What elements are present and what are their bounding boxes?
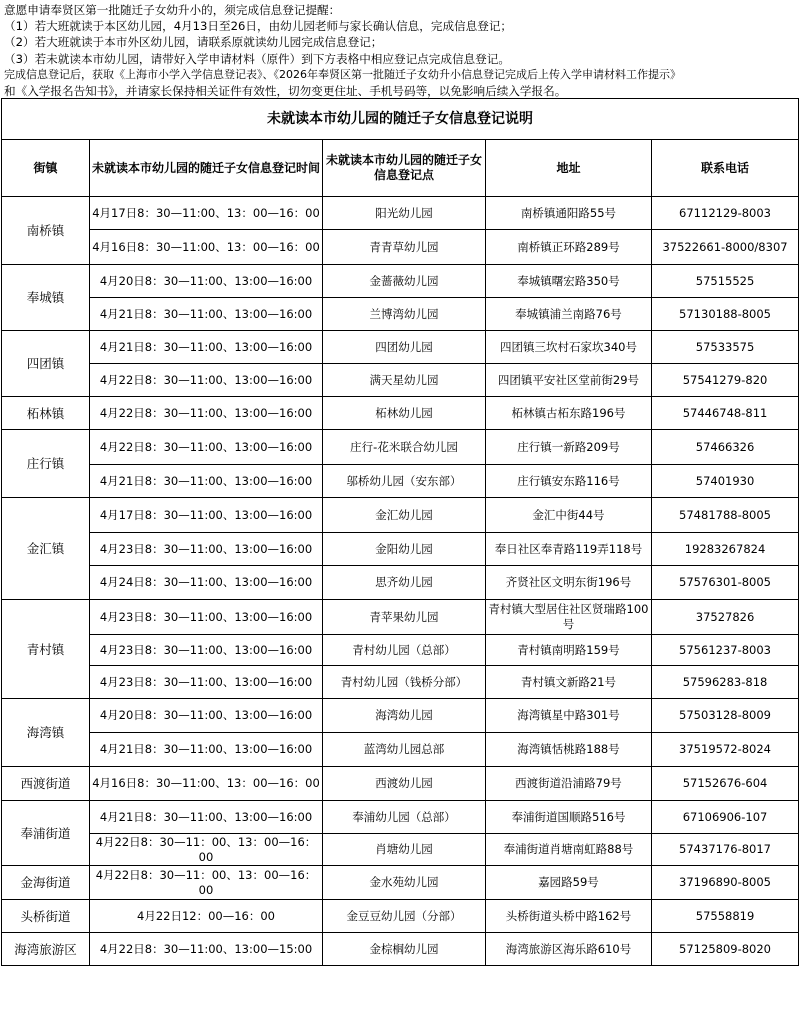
address-cell: 青村镇文新路21号 <box>486 666 652 699</box>
phone-cell: 57596283-818 <box>652 666 799 699</box>
table-row <box>2 801 799 834</box>
time-cell: 4月22日8：30—11:00、13:00—16:00 <box>90 430 323 465</box>
table-row <box>2 600 799 635</box>
address-cell: 柘林镇古柘东路196号 <box>486 397 652 430</box>
registration-table-wrapper <box>0 98 800 966</box>
place-cell: 金棕榈幼儿园 <box>323 933 486 966</box>
place-cell: 庄行-花米联合幼儿园 <box>323 430 486 465</box>
phone-cell: 57561237-8003 <box>652 635 799 666</box>
phone-cell: 37519572-8024 <box>652 733 799 767</box>
phone-cell: 67106906-107 <box>652 801 799 834</box>
phone-cell: 57541279-820 <box>652 364 799 397</box>
header-time: 未就读本市幼儿园的随迁子女信息登记时间 <box>90 140 323 197</box>
phone-cell: 57533575 <box>652 331 799 364</box>
table-row <box>2 866 799 900</box>
table-row <box>2 733 799 767</box>
time-cell: 4月20日8：30—11:00、13:00—16:00 <box>90 699 323 733</box>
town-cell: 庄行镇 <box>2 430 90 498</box>
place-cell: 西渡幼儿园 <box>323 767 486 801</box>
phone-cell: 57152676-604 <box>652 767 799 801</box>
phone-cell: 57481788-8005 <box>652 498 799 533</box>
table-row <box>2 635 799 666</box>
time-cell: 4月22日12：00—16：00 <box>90 900 323 933</box>
town-cell: 金汇镇 <box>2 498 90 600</box>
table-row <box>2 767 799 801</box>
place-cell: 奉浦幼儿园（总部） <box>323 801 486 834</box>
notice-line: 完成信息登记后，获取《上海市小学入学信息登记表》、《2026年奉贤区第一批随迁子女幼升小信息登记完成后上传入学申请材料工作提示》 <box>4 67 681 81</box>
place-cell: 青村幼儿园（钱桥分部） <box>323 666 486 699</box>
time-cell: 4月16日8：30—11:00、13：00—16：00 <box>90 767 323 801</box>
time-cell: 4月22日8：30—11:00、13:00—15:00 <box>90 933 323 966</box>
table-row <box>2 430 799 465</box>
table-row <box>2 900 799 933</box>
town-cell: 海湾镇 <box>2 699 90 767</box>
place-cell: 柘林幼儿园 <box>323 397 486 430</box>
time-cell: 4月24日8：30—11:00、13:00—16:00 <box>90 566 323 600</box>
phone-cell: 37196890-8005 <box>652 866 799 900</box>
notice-line: 和《入学报名告知书》，并请家长保持相关证件有效性，切勿变更住址、手机号码等，以免影响后续入学报名。 <box>4 84 567 99</box>
phone-cell: 57401930 <box>652 465 799 498</box>
time-cell: 4月21日8：30—11:00、13:00—16:00 <box>90 801 323 834</box>
phone-cell: 57515525 <box>652 265 799 298</box>
address-cell: 奉城镇曙宏路350号 <box>486 265 652 298</box>
table-row <box>2 566 799 600</box>
table-row <box>2 498 799 533</box>
time-cell: 4月23日8：30—11:00、13:00—16:00 <box>90 635 323 666</box>
address-cell: 庄行镇一新路209号 <box>486 430 652 465</box>
address-cell: 海湾旅游区海乐路610号 <box>486 933 652 966</box>
address-cell: 南桥镇通阳路55号 <box>486 197 652 230</box>
town-cell: 海湾旅游区 <box>2 933 90 966</box>
address-cell: 南桥镇正环路289号 <box>486 230 652 265</box>
address-cell: 青村镇南明路159号 <box>486 635 652 666</box>
time-cell: 4月20日8：30—11:00、13:00—16:00 <box>90 265 323 298</box>
table-row <box>2 265 799 298</box>
town-cell: 西渡街道 <box>2 767 90 801</box>
time-cell: 4月17日8：30—11:00、13：00—16：00 <box>90 197 323 230</box>
phone-cell: 67112129-8003 <box>652 197 799 230</box>
place-cell: 海湾幼儿园 <box>323 699 486 733</box>
address-cell: 嘉园路59号 <box>486 866 652 900</box>
phone-cell: 57503128-8009 <box>652 699 799 733</box>
place-cell: 青村幼儿园（总部） <box>323 635 486 666</box>
place-cell: 金蔷薇幼儿园 <box>323 265 486 298</box>
header-address: 地址 <box>486 140 652 197</box>
time-cell: 4月21日8：30—11:00、13:00—16:00 <box>90 298 323 331</box>
phone-cell: 37527826 <box>652 600 799 635</box>
header-phone: 联系电话 <box>652 140 799 197</box>
time-cell: 4月23日8：30—11:00、13:00—16:00 <box>90 666 323 699</box>
address-cell: 青村镇大型居住社区贤瑞路100号 <box>486 600 652 635</box>
town-cell: 头桥街道 <box>2 900 90 933</box>
header-place: 未就读本市幼儿园的随迁子女信息登记点 <box>323 140 486 197</box>
place-cell: 邬桥幼儿园（安东部） <box>323 465 486 498</box>
table-row <box>2 834 799 866</box>
table-row <box>2 533 799 566</box>
place-cell: 思齐幼儿园 <box>323 566 486 600</box>
place-cell: 蓝湾幼儿园总部 <box>323 733 486 767</box>
registration-table <box>1 98 799 966</box>
place-cell: 肖塘幼儿园 <box>323 834 486 866</box>
place-cell: 兰博湾幼儿园 <box>323 298 486 331</box>
time-cell: 4月21日8：30—11:00、13:00—16:00 <box>90 465 323 498</box>
time-cell: 4月21日8：30—11:00、13:00—16:00 <box>90 331 323 364</box>
place-cell: 四团幼儿园 <box>323 331 486 364</box>
time-cell: 4月23日8：30—11:00、13:00—16:00 <box>90 533 323 566</box>
phone-cell: 57446748-811 <box>652 397 799 430</box>
notice-text <box>0 0 800 98</box>
place-cell: 金汇幼儿园 <box>323 498 486 533</box>
town-cell: 青村镇 <box>2 600 90 699</box>
town-cell: 四团镇 <box>2 331 90 397</box>
town-cell: 柘林镇 <box>2 397 90 430</box>
table-title: 未就读本市幼儿园的随迁子女信息登记说明 <box>2 99 799 140</box>
phone-cell: 57466326 <box>652 430 799 465</box>
address-cell: 金汇中街44号 <box>486 498 652 533</box>
notice-line: （1）若大班就读于本区幼儿园，4月13日至26日，由幼儿园老师与家长确认信息，完成信息登记； <box>4 19 513 34</box>
phone-cell: 19283267824 <box>652 533 799 566</box>
address-cell: 奉日社区奉青路119弄118号 <box>486 533 652 566</box>
notice-line: （2）若大班就读于本市外区幼儿园，请联系原就读幼儿园完成信息登记； <box>4 35 383 50</box>
phone-cell: 57576301-8005 <box>652 566 799 600</box>
phone-cell: 37522661-8000/8307 <box>652 230 799 265</box>
address-cell: 四团镇平安社区堂前街29号 <box>486 364 652 397</box>
time-cell: 4月22日8：30—11:00、13:00—16:00 <box>90 364 323 397</box>
time-cell: 4月16日8：30—11:00、13：00—16：00 <box>90 230 323 265</box>
table-row <box>2 230 799 265</box>
place-cell: 青苹果幼儿园 <box>323 600 486 635</box>
address-cell: 庄行镇安东路116号 <box>486 465 652 498</box>
address-cell: 头桥街道头桥中路162号 <box>486 900 652 933</box>
table-row <box>2 364 799 397</box>
place-cell: 满天星幼儿园 <box>323 364 486 397</box>
place-cell: 阳光幼儿园 <box>323 197 486 230</box>
table-body <box>2 197 799 966</box>
phone-cell: 57558819 <box>652 900 799 933</box>
time-cell: 4月17日8：30—11:00、13:00—16:00 <box>90 498 323 533</box>
phone-cell: 57437176-8017 <box>652 834 799 866</box>
address-cell: 奉浦街道肖塘南虹路88号 <box>486 834 652 866</box>
table-row <box>2 197 799 230</box>
notice-line: （3）若未就读本市幼儿园，请带好入学申请材料（原件）到下方表格中相应登记点完成信息登记。 <box>4 51 510 66</box>
time-cell: 4月22日8：30—11：00、13：00—16：00 <box>90 866 323 900</box>
town-cell: 奉浦街道 <box>2 801 90 866</box>
time-cell: 4月22日8：30—11：00、13：00—16：00 <box>90 834 323 866</box>
table-row <box>2 331 799 364</box>
address-cell: 四团镇三坎村石家坎340号 <box>486 331 652 364</box>
table-row <box>2 298 799 331</box>
address-cell: 齐贤社区文明东街196号 <box>486 566 652 600</box>
address-cell: 奉城镇浦兰南路76号 <box>486 298 652 331</box>
town-cell: 金海街道 <box>2 866 90 900</box>
address-cell: 海湾镇星中路301号 <box>486 699 652 733</box>
table-row <box>2 933 799 966</box>
table-row <box>2 465 799 498</box>
table-row <box>2 699 799 733</box>
table-row <box>2 397 799 430</box>
address-cell: 奉浦街道国顺路516号 <box>486 801 652 834</box>
time-cell: 4月21日8：30—11:00、13:00—16:00 <box>90 733 323 767</box>
place-cell: 金水苑幼儿园 <box>323 866 486 900</box>
phone-cell: 57130188-8005 <box>652 298 799 331</box>
town-cell: 南桥镇 <box>2 197 90 265</box>
town-cell: 奉城镇 <box>2 265 90 331</box>
place-cell: 金阳幼儿园 <box>323 533 486 566</box>
place-cell: 金豆豆幼儿园（分部） <box>323 900 486 933</box>
place-cell: 青青草幼儿园 <box>323 230 486 265</box>
time-cell: 4月23日8：30—11:00、13:00—16:00 <box>90 600 323 635</box>
phone-cell: 57125809-8020 <box>652 933 799 966</box>
notice-line: 意愿申请奉贤区第一批随迁子女幼升小的，须完成信息登记提醒： <box>4 3 341 17</box>
address-cell: 海湾镇恬桃路188号 <box>486 733 652 767</box>
address-cell: 西渡街道沿浦路79号 <box>486 767 652 801</box>
table-row <box>2 666 799 699</box>
header-town: 街镇 <box>2 140 90 197</box>
time-cell: 4月22日8：30—11:00、13:00—16:00 <box>90 397 323 430</box>
